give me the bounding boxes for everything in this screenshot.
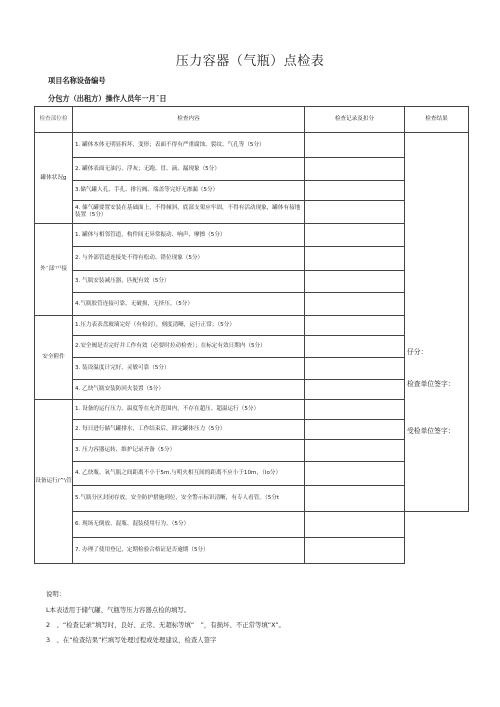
result-cell[interactable]: [405, 133, 469, 512]
check-item: 6. 现场无倒放、混瓶、混装使用行为。（5分）: [73, 512, 305, 538]
check-item: 2. 每日进行储气罐排水，工作结束后，卸完罐体压力（5分）: [73, 420, 305, 440]
record-cell[interactable]: [305, 181, 405, 201]
check-item: 4. 储气罐要置安装在基础面上，不得倾斜，底部支架应牢固，不得有活动现象，罐体有接地装置（5分）: [73, 201, 305, 224]
section-label-safety: 安全附件: [35, 316, 73, 400]
section-label-tank: 罐体状况g: [35, 133, 73, 224]
check-item: 1. 罐体本体无明显拆坏、变形；表面不得有严重腐蚀、裂纹、气孔等（5分）: [73, 133, 305, 158]
check-item: 3. 气瓶安装减压器，匹配有效（5分）: [73, 271, 305, 293]
page-title: 压力容器（气瓶）点检表: [175, 54, 325, 69]
inspect-unit-signature: 检查单位签字：: [407, 380, 455, 388]
header-result: 检查结果: [405, 107, 469, 133]
check-item: 5.气瓶分区封闭存放，安全防护措施到位，安全警示标识清晰，有专人看管。（5分t: [73, 486, 305, 512]
check-item: 1.压力表表盘玻璃完好（有检封），刻度清晰，运行正常；（5分）: [73, 316, 305, 336]
note-1: L本表适用于储气罐、气瓶等压力容器点检的填写。: [46, 606, 191, 614]
notes-heading: 说明：: [46, 590, 66, 598]
record-cell[interactable]: [305, 462, 405, 486]
score-label: 仔分：: [407, 348, 428, 356]
check-item: 7. 办理了使用登记，定期检验合格证是否逾期（5分）: [73, 538, 305, 564]
project-info-line: 项目名称设备编号: [48, 76, 106, 85]
note-2: 2 、“检查记录”填写时，良好、正常、无超标等填“ ”，有损坏、不正常等填“X”。: [46, 621, 285, 629]
header-content: 检查内容: [73, 107, 305, 133]
record-cell[interactable]: [305, 201, 405, 224]
check-item: 2. 罐体表面无油污、浮灰；无跑、冒、滴、漏现象（5分）: [73, 158, 305, 181]
record-cell[interactable]: [305, 133, 405, 158]
check-item: 2.安全阀是否完好并工作有效（必要时拉动检查）；在标定有效日期内（5分）: [73, 336, 305, 358]
check-item: 1. 罐体与相邻管道，构件间无异常振动、响声、摩擦（5分）: [73, 224, 305, 247]
record-cell[interactable]: [305, 440, 405, 462]
inspection-table: [34, 106, 469, 564]
check-item: 4. 乙炔气瓶安装防回火装置（5分）: [73, 380, 305, 400]
record-cell[interactable]: [305, 271, 405, 293]
subcontractor-info-line: 分包方（出租方）操作人员年一月ˉ日: [48, 94, 167, 103]
check-item: 1. 设备的运行压力、温度等在允许范围内，不存在超压、超温运行（5分）: [73, 400, 305, 420]
section-label-operation: 设备运行/^\管: [35, 400, 73, 564]
record-cell[interactable]: [305, 158, 405, 181]
record-cell[interactable]: [305, 420, 405, 440]
check-item: 4. 乙炔瓶、氧气瓶之间距离不小于5m,与明火相互间的距离不应小于10m，（lo分）: [73, 462, 305, 486]
record-cell[interactable]: [305, 316, 405, 336]
check-item: 4.气瓶胶管连接可靠，无破损，无挤压。（5分）: [73, 293, 305, 316]
section-label-external: 外ˉ部ʼ⁾ˤˀ接: [35, 224, 73, 316]
header-record: 检查记录及扣分: [305, 107, 405, 133]
record-cell[interactable]: [305, 380, 405, 400]
inspected-unit-signature: 受检单位签字：: [407, 427, 455, 435]
record-cell[interactable]: [305, 538, 405, 564]
record-cell[interactable]: [305, 358, 405, 380]
check-item: 3. 装设温度计完好、灵敏可靠（5分）: [73, 358, 305, 380]
check-item: 3.储气罐人孔、手孔、排污阀、端盖等完好无渗漏（5分）: [73, 181, 305, 201]
record-cell[interactable]: [305, 247, 405, 271]
check-item: 3. 压力容器运转、维护记录齐备（5分）: [73, 440, 305, 462]
corner-header: 检查部位检: [35, 107, 73, 133]
record-cell[interactable]: [305, 293, 405, 316]
record-cell[interactable]: [305, 224, 405, 247]
record-cell[interactable]: [305, 486, 405, 512]
record-cell[interactable]: [305, 400, 405, 420]
check-item: 2. 与外部管道连接处不得有松动、错位现象（5分）: [73, 247, 305, 271]
note-3: 3 、在“检查结果”栏填写处理过程或处理建议，检查人签字: [46, 636, 217, 644]
record-cell[interactable]: [305, 512, 405, 538]
record-cell[interactable]: [305, 336, 405, 358]
